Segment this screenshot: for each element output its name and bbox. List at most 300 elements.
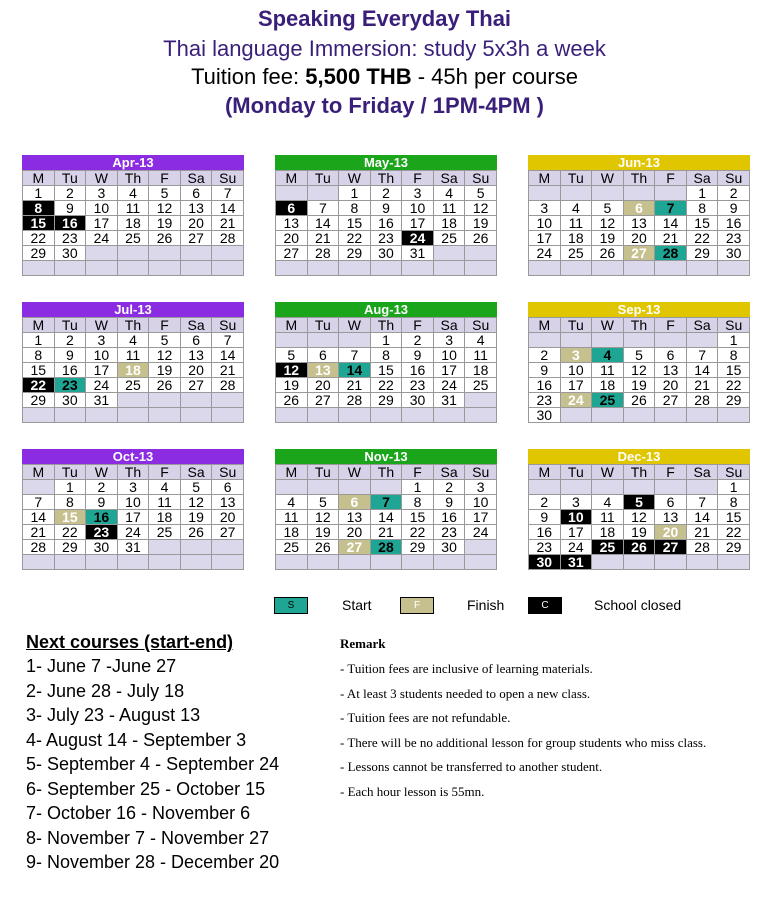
- empty-day-cell: [276, 186, 308, 201]
- day-cell-finish: 3: [560, 348, 592, 363]
- day-cell: 3: [117, 480, 149, 495]
- weekday-label: W: [339, 318, 371, 333]
- weekday-label: W: [592, 171, 624, 186]
- empty-day-cell: [339, 333, 371, 348]
- day-cell: 28: [212, 231, 244, 246]
- day-cell: 23: [718, 231, 750, 246]
- weekday-label: M: [23, 171, 55, 186]
- weekday-label: M: [276, 171, 308, 186]
- day-cell: 22: [718, 525, 750, 540]
- week-row: [23, 201, 244, 216]
- empty-day-cell: [307, 408, 339, 423]
- day-cell-start: 28: [370, 540, 402, 555]
- day-cell: 2: [433, 480, 465, 495]
- day-cell-closed: 31: [560, 555, 592, 570]
- day-cell: 6: [212, 480, 244, 495]
- course-item: 1- June 7 -June 27: [26, 656, 177, 676]
- empty-day-cell: [180, 261, 212, 276]
- day-cell: 17: [529, 231, 561, 246]
- weekday-label: Th: [370, 318, 402, 333]
- empty-day-cell: [276, 408, 308, 423]
- fee-amount: 5,500 THB: [305, 64, 412, 89]
- day-cell: 21: [212, 363, 244, 378]
- day-cell: 17: [560, 525, 592, 540]
- day-cell: 22: [686, 231, 718, 246]
- day-cell: 1: [54, 480, 86, 495]
- empty-day-cell: [117, 261, 149, 276]
- day-cell-closed: 26: [623, 540, 655, 555]
- day-cell: 9: [402, 348, 434, 363]
- day-cell-finish: 18: [117, 363, 149, 378]
- weekday-label: M: [529, 171, 561, 186]
- weekday-label: Sa: [433, 318, 465, 333]
- empty-day-cell: [149, 555, 181, 570]
- weekday-label: Th: [370, 465, 402, 480]
- day-cell: 1: [718, 333, 750, 348]
- month-table: [275, 170, 497, 276]
- weekday-label: M: [23, 318, 55, 333]
- day-cell: 6: [655, 495, 687, 510]
- day-cell: 1: [718, 480, 750, 495]
- week-row: [529, 480, 750, 495]
- day-cell: 10: [117, 495, 149, 510]
- day-cell: 18: [433, 216, 465, 231]
- day-cell: 20: [623, 231, 655, 246]
- day-cell: 2: [529, 348, 561, 363]
- day-cell: 24: [560, 540, 592, 555]
- day-cell: 18: [276, 525, 308, 540]
- day-cell: 17: [560, 378, 592, 393]
- weekday-label: Sa: [686, 171, 718, 186]
- weekday-label: M: [529, 318, 561, 333]
- day-cell: 23: [54, 231, 86, 246]
- weekday-label: Su: [212, 318, 244, 333]
- day-cell: 3: [86, 333, 118, 348]
- empty-day-cell: [149, 540, 181, 555]
- day-cell: 2: [54, 186, 86, 201]
- week-row: [276, 186, 497, 201]
- empty-day-cell: [465, 393, 497, 408]
- month-header: May-13: [275, 155, 497, 170]
- day-cell: 2: [370, 186, 402, 201]
- day-cell-start: 23: [54, 378, 86, 393]
- empty-day-cell: [117, 393, 149, 408]
- day-cell: 25: [149, 525, 181, 540]
- remark-item: - Tuition fees are not refundable.: [340, 710, 511, 725]
- day-cell: 27: [307, 393, 339, 408]
- day-cell: 20: [339, 525, 371, 540]
- day-cell: 3: [529, 201, 561, 216]
- day-cell: 7: [686, 495, 718, 510]
- weekday-label: F: [149, 318, 181, 333]
- day-cell: 23: [433, 525, 465, 540]
- week-row: [529, 348, 750, 363]
- day-cell-closed: 10: [560, 510, 592, 525]
- day-cell: 21: [686, 525, 718, 540]
- weekday-label: Tu: [307, 465, 339, 480]
- empty-day-cell: [433, 246, 465, 261]
- legend-finish-label: Finish: [467, 597, 505, 613]
- day-cell: 19: [276, 378, 308, 393]
- empty-day-cell: [433, 408, 465, 423]
- day-cell: 7: [339, 348, 371, 363]
- weekday-label: F: [149, 465, 181, 480]
- week-row: [529, 246, 750, 261]
- day-cell: 13: [212, 495, 244, 510]
- day-cell-closed: 23: [86, 525, 118, 540]
- month-table: [275, 317, 497, 423]
- month-header: Jun-13: [528, 155, 750, 170]
- day-cell: 24: [117, 525, 149, 540]
- day-cell: 19: [592, 231, 624, 246]
- week-row: [276, 393, 497, 408]
- day-cell: 29: [339, 246, 371, 261]
- empty-day-cell: [117, 555, 149, 570]
- month-header: Dec-13: [528, 449, 750, 464]
- day-cell: 21: [307, 231, 339, 246]
- weekday-label: Tu: [307, 171, 339, 186]
- day-cell: 21: [23, 525, 55, 540]
- empty-day-cell: [433, 261, 465, 276]
- empty-day-cell: [433, 555, 465, 570]
- empty-day-cell: [529, 333, 561, 348]
- week-row: [276, 540, 497, 555]
- month-calendar: [528, 302, 750, 423]
- weekday-label: W: [592, 318, 624, 333]
- empty-day-cell: [23, 261, 55, 276]
- week-row: [276, 348, 497, 363]
- day-cell: 21: [212, 216, 244, 231]
- day-cell: 11: [117, 348, 149, 363]
- empty-day-cell: [370, 408, 402, 423]
- day-cell-closed: 27: [655, 540, 687, 555]
- day-cell: 19: [149, 216, 181, 231]
- day-cell-closed: 25: [592, 540, 624, 555]
- empty-day-cell: [86, 261, 118, 276]
- day-cell: 4: [149, 480, 181, 495]
- week-row: [529, 363, 750, 378]
- week-row: [529, 408, 750, 423]
- weekday-label: M: [276, 318, 308, 333]
- empty-day-cell: [180, 408, 212, 423]
- day-cell: 13: [623, 216, 655, 231]
- day-cell-start: 4: [592, 348, 624, 363]
- day-cell: 2: [718, 186, 750, 201]
- week-row: [529, 378, 750, 393]
- day-cell: 17: [433, 363, 465, 378]
- day-cell-finish: 15: [54, 510, 86, 525]
- weekday-label: Sa: [433, 465, 465, 480]
- day-cell: 20: [180, 363, 212, 378]
- weekday-label: F: [402, 465, 434, 480]
- empty-day-cell: [54, 555, 86, 570]
- day-cell: 20: [276, 231, 308, 246]
- weekday-row: [529, 318, 750, 333]
- day-cell: 14: [686, 510, 718, 525]
- legend-start-label: Start: [342, 597, 372, 613]
- week-row: [23, 348, 244, 363]
- remark-title: Remark: [340, 636, 386, 651]
- empty-day-cell: [592, 408, 624, 423]
- day-cell: 26: [149, 231, 181, 246]
- day-cell: 20: [307, 378, 339, 393]
- day-cell-finish: 27: [339, 540, 371, 555]
- day-cell: 13: [276, 216, 308, 231]
- empty-day-cell: [623, 408, 655, 423]
- day-cell-finish: 24: [560, 393, 592, 408]
- day-cell: 4: [592, 495, 624, 510]
- day-cell: 6: [180, 186, 212, 201]
- day-cell: 24: [86, 231, 118, 246]
- week-row: [276, 555, 497, 570]
- course-item: 6- September 25 - October 15: [26, 778, 266, 799]
- day-cell: 12: [307, 510, 339, 525]
- day-cell: 26: [623, 393, 655, 408]
- empty-day-cell: [212, 261, 244, 276]
- empty-day-cell: [180, 393, 212, 408]
- day-cell: 14: [307, 216, 339, 231]
- course-item: 7- October 16 - November 6: [26, 803, 251, 823]
- empty-day-cell: [212, 393, 244, 408]
- weekday-label: F: [402, 318, 434, 333]
- day-cell: 6: [655, 348, 687, 363]
- month-table: [528, 464, 750, 570]
- day-cell: 29: [370, 393, 402, 408]
- month-table: [22, 317, 244, 423]
- course-item: 3- July 23 - August 13: [26, 705, 201, 725]
- week-row: [276, 216, 497, 231]
- day-cell: 20: [212, 510, 244, 525]
- day-cell-start: 7: [370, 495, 402, 510]
- month-table: [22, 464, 244, 570]
- empty-day-cell: [339, 555, 371, 570]
- empty-day-cell: [465, 408, 497, 423]
- day-cell: 8: [718, 495, 750, 510]
- day-cell: 27: [655, 393, 687, 408]
- day-cell: 9: [529, 363, 561, 378]
- empty-day-cell: [592, 261, 624, 276]
- fee-prefix: Tuition fee:: [191, 64, 300, 89]
- empty-day-cell: [655, 555, 687, 570]
- month-calendar: [22, 302, 244, 423]
- day-cell: 19: [623, 378, 655, 393]
- day-cell: 31: [117, 540, 149, 555]
- empty-day-cell: [560, 261, 592, 276]
- day-cell: 14: [370, 510, 402, 525]
- day-cell: 31: [402, 246, 434, 261]
- day-cell: 29: [23, 246, 55, 261]
- day-cell-closed: 5: [623, 495, 655, 510]
- week-row: [23, 408, 244, 423]
- day-cell: 25: [276, 540, 308, 555]
- week-row: [23, 555, 244, 570]
- fee-suffix: - 45h per course: [417, 64, 578, 89]
- day-cell: 25: [117, 231, 149, 246]
- weekday-label: Th: [117, 318, 149, 333]
- day-cell: 21: [339, 378, 371, 393]
- day-cell: 9: [54, 201, 86, 216]
- page-title: Speaking Everyday Thai: [257, 6, 512, 31]
- day-cell: 23: [402, 378, 434, 393]
- day-cell: 13: [655, 510, 687, 525]
- day-cell: 15: [339, 216, 371, 231]
- day-cell-finish: 6: [339, 495, 371, 510]
- day-cell: 29: [402, 540, 434, 555]
- day-cell-start: 25: [592, 393, 624, 408]
- day-cell: 8: [686, 201, 718, 216]
- day-cell: 22: [370, 378, 402, 393]
- remark-item: - At least 3 students needed to open a new class.: [340, 685, 591, 701]
- day-cell: 5: [276, 348, 308, 363]
- day-cell-closed: 22: [23, 378, 55, 393]
- empty-day-cell: [623, 555, 655, 570]
- empty-day-cell: [180, 540, 212, 555]
- day-cell: 16: [529, 378, 561, 393]
- empty-day-cell: [655, 186, 687, 201]
- month-calendar: [275, 449, 497, 570]
- schedule-line: (Monday to Friday / 1PM-4PM ): [224, 93, 545, 118]
- day-cell: 3: [402, 186, 434, 201]
- day-cell: 13: [180, 201, 212, 216]
- weekday-label: F: [655, 171, 687, 186]
- day-cell: 30: [54, 246, 86, 261]
- month-calendar: [22, 155, 244, 276]
- day-cell: 18: [149, 510, 181, 525]
- week-row: [529, 186, 750, 201]
- empty-day-cell: [23, 480, 55, 495]
- day-cell: 1: [686, 186, 718, 201]
- empty-day-cell: [307, 555, 339, 570]
- remark-item: - Tuition fees are inclusive of learning materials.: [340, 661, 593, 676]
- empty-day-cell: [718, 261, 750, 276]
- empty-day-cell: [339, 480, 371, 495]
- day-cell-finish: 27: [623, 246, 655, 261]
- day-cell: 11: [560, 216, 592, 231]
- weekday-row: [23, 465, 244, 480]
- course-item: 9- November 28 - December 20: [26, 852, 280, 872]
- day-cell-closed: 6: [276, 201, 308, 216]
- weekday-label: Th: [623, 465, 655, 480]
- week-row: [276, 246, 497, 261]
- day-cell: 29: [54, 540, 86, 555]
- weekday-label: Sa: [180, 171, 212, 186]
- empty-day-cell: [339, 408, 371, 423]
- day-cell: 16: [718, 216, 750, 231]
- weekday-row: [276, 465, 497, 480]
- empty-day-cell: [370, 555, 402, 570]
- week-row: [276, 201, 497, 216]
- month-header: Apr-13: [22, 155, 244, 170]
- day-cell: 7: [307, 201, 339, 216]
- empty-day-cell: [212, 246, 244, 261]
- day-cell: 20: [655, 378, 687, 393]
- day-cell-closed: 16: [54, 216, 86, 231]
- weekday-label: Th: [370, 171, 402, 186]
- empty-day-cell: [307, 480, 339, 495]
- week-row: [23, 216, 244, 231]
- day-cell: 6: [307, 348, 339, 363]
- weekday-row: [529, 171, 750, 186]
- day-cell: 5: [149, 333, 181, 348]
- day-cell: 27: [180, 231, 212, 246]
- empty-day-cell: [686, 408, 718, 423]
- day-cell: 16: [54, 363, 86, 378]
- empty-day-cell: [212, 555, 244, 570]
- day-cell: 7: [212, 333, 244, 348]
- day-cell: 26: [465, 231, 497, 246]
- weekday-label: Su: [465, 171, 497, 186]
- day-cell: 2: [86, 480, 118, 495]
- empty-day-cell: [465, 540, 497, 555]
- day-cell: 26: [149, 378, 181, 393]
- day-cell: 14: [686, 363, 718, 378]
- day-cell: 15: [23, 363, 55, 378]
- day-cell-closed: 30: [529, 555, 561, 570]
- day-cell: 30: [86, 540, 118, 555]
- day-cell: 4: [117, 186, 149, 201]
- empty-day-cell: [86, 246, 118, 261]
- empty-day-cell: [276, 555, 308, 570]
- month-calendar: [528, 155, 750, 276]
- day-cell: 1: [339, 186, 371, 201]
- day-cell: 17: [117, 510, 149, 525]
- day-cell-start: 16: [86, 510, 118, 525]
- week-row: [23, 540, 244, 555]
- day-cell: 2: [402, 333, 434, 348]
- weekday-row: [529, 465, 750, 480]
- day-cell: 5: [307, 495, 339, 510]
- empty-day-cell: [623, 261, 655, 276]
- day-cell-start: 7: [655, 201, 687, 216]
- day-cell: 17: [86, 216, 118, 231]
- day-cell: 11: [592, 363, 624, 378]
- empty-day-cell: [180, 555, 212, 570]
- day-cell: 19: [465, 216, 497, 231]
- day-cell: 5: [465, 186, 497, 201]
- empty-day-cell: [402, 408, 434, 423]
- day-cell: 24: [86, 378, 118, 393]
- day-cell: 25: [433, 231, 465, 246]
- day-cell: 9: [54, 348, 86, 363]
- empty-day-cell: [529, 186, 561, 201]
- weekday-label: W: [592, 465, 624, 480]
- day-cell: 11: [592, 510, 624, 525]
- week-row: [276, 378, 497, 393]
- empty-day-cell: [686, 480, 718, 495]
- week-row: [23, 525, 244, 540]
- week-row: [276, 261, 497, 276]
- week-row: [23, 378, 244, 393]
- day-cell: 22: [339, 231, 371, 246]
- day-cell: 28: [686, 540, 718, 555]
- empty-day-cell: [560, 186, 592, 201]
- day-cell: 8: [370, 348, 402, 363]
- day-cell: 28: [339, 393, 371, 408]
- day-cell-start: 28: [655, 246, 687, 261]
- day-cell: 12: [149, 201, 181, 216]
- weekday-label: Tu: [54, 318, 86, 333]
- weekday-label: Su: [718, 465, 750, 480]
- day-cell: 1: [370, 333, 402, 348]
- day-cell: 30: [433, 540, 465, 555]
- week-row: [276, 525, 497, 540]
- month-table: [22, 170, 244, 276]
- empty-day-cell: [276, 261, 308, 276]
- day-cell: 11: [117, 201, 149, 216]
- day-cell-finish: 20: [655, 525, 687, 540]
- day-cell: 18: [117, 216, 149, 231]
- weekday-label: W: [339, 171, 371, 186]
